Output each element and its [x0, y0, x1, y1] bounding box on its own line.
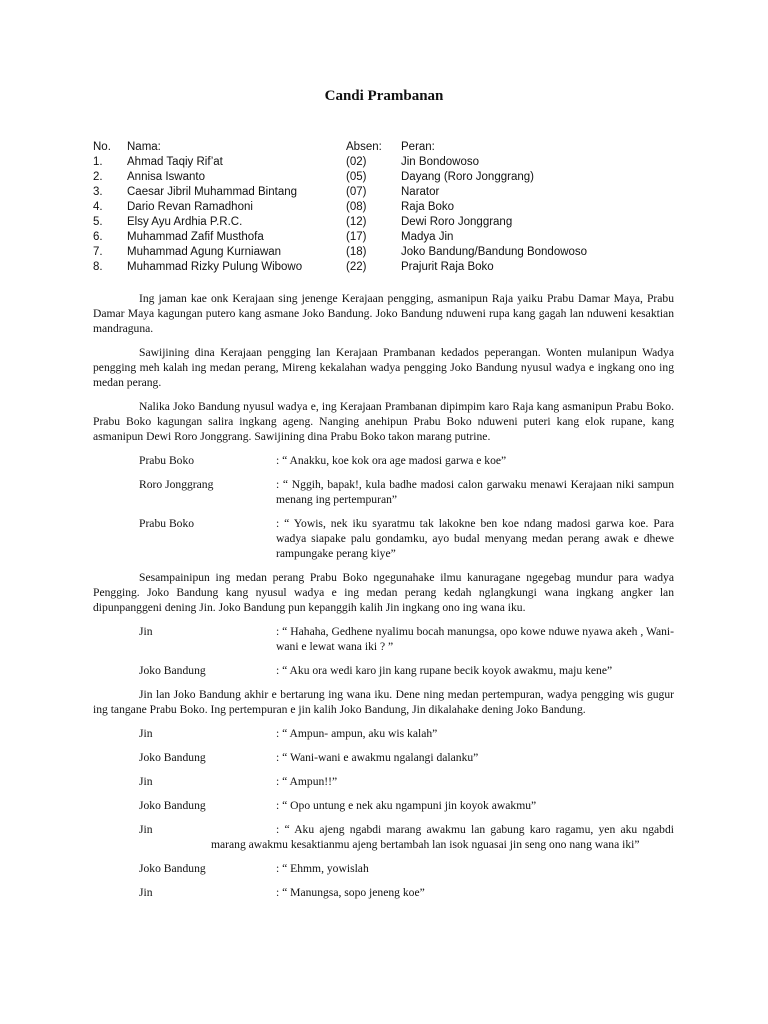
dialogue-text: : “ Anakku, koe kok ora age madosi garwa e koe”: [276, 454, 507, 467]
speaker-name: Joko Bandung: [139, 799, 206, 812]
dialogue-text: : “ Opo untung e nek aku ngampuni jin koyok awakmu”: [276, 799, 537, 812]
speaker-name: Joko Bandung: [139, 664, 206, 677]
member-absen: (02): [346, 156, 367, 168]
narration-paragraph: Sawijining dina Kerajaan pengging lan Kerajaan Prambanan kedados peperangan. Wonten mulanipun Wadya pengging meh kalah ing medan perang, Mireng kekalahan wadya pengging Joko Bandung nyusul wadya e ingkang ono ing medan perang.: [93, 346, 674, 389]
member-name: Annisa Iswanto: [127, 171, 205, 183]
speaker-name: Jin: [139, 886, 153, 899]
document-title: Candi Prambanan: [324, 88, 444, 104]
dialogue-text: : “ Wani-wani e awakmu ngalangi dalanku”: [276, 751, 479, 764]
row-number: 2.: [93, 171, 103, 183]
dialogue-line: [93, 663, 674, 678]
member-role: Raja Boko: [401, 201, 455, 213]
script-body: [93, 291, 674, 909]
dialogue-line: [93, 774, 674, 789]
dialogue-text: : “ Aku ajeng ngabdi marang awakmu lan gabung karo ragamu, yen aku ngabdi marang awakmu kesaktianmu ajeng bertambah lan isok nguasai jin seng ono nang wana iki”: [211, 823, 674, 851]
dialogue-line: [93, 453, 674, 468]
member-role: Jin Bondowoso: [401, 156, 479, 168]
member-name: Caesar Jibril Muhammad Bintang: [127, 186, 298, 198]
member-name: Muhammad Agung Kurniawan: [127, 246, 282, 258]
narration-paragraph: Nalika Joko Bandung nyusul wadya e, ing Kerajaan Prambanan dipimpim karo Raja kang asmanipun Prabu Boko. Prabu Boko kagungan salira ingkang ageng. Nanging anehipun Prabu Boko nduweni puteri kang elok rupane, kang asmanipun Dewi Roro Jonggrang. Sawijining dina Prabu Boko takon marang putrine.: [93, 400, 674, 443]
speaker-name: Jin: [139, 727, 153, 740]
speaker-name: Prabu Boko: [139, 454, 195, 467]
speaker-name: Jin: [139, 823, 153, 836]
row-number: 8.: [93, 261, 103, 273]
dialogue-line: [93, 726, 674, 741]
row-number: 4.: [93, 201, 103, 213]
member-role: Dewi Roro Jonggrang: [401, 216, 513, 228]
dialogue-line: [93, 861, 674, 876]
member-absen: (07): [346, 186, 367, 198]
dialogue-text: : “ Manungsa, sopo jeneng koe”: [276, 886, 425, 899]
narration-paragraph: Jin lan Joko Bandung akhir e bertarung ing wana iku. Dene ning medan pertempuran, wadya pengging wis gugur ing tangane Prabu Boko. Ing pertempuran e jin kalih Joko Bandung, Jin dikalahake dening Joko Bandung.: [93, 688, 674, 716]
member-name: Elsy Ayu Ardhia P.R.C.: [127, 216, 243, 228]
member-role: Narator: [401, 186, 440, 198]
dialogue-line: [93, 477, 674, 507]
member-absen: (08): [346, 201, 367, 213]
member-absen: (22): [346, 261, 367, 273]
speaker-name: Joko Bandung: [139, 862, 206, 875]
dialogue-line: [93, 822, 674, 852]
row-number: 1.: [93, 156, 103, 168]
dialogue-text: : “ Ampun!!”: [276, 775, 338, 788]
dialogue-text: : “ Aku ora wedi karo jin kang rupane becik koyok awakmu, maju kene”: [276, 664, 613, 677]
member-role: Dayang (Roro Jonggrang): [401, 171, 534, 183]
dialogue-text: : “ Ehmm, yowislah: [276, 862, 369, 875]
dialogue-line: [93, 624, 674, 654]
header-peran: Peran:: [401, 141, 435, 153]
speaker-name: Joko Bandung: [139, 751, 206, 764]
member-role: Madya Jin: [401, 231, 454, 243]
member-absen: (18): [346, 246, 367, 258]
member-name: Dario Revan Ramadhoni: [127, 201, 253, 213]
member-name: Muhammad Zafif Musthofa: [127, 231, 264, 243]
dialogue-text: : “ Nggih, bapak!, kula badhe madosi calon garwaku menawi Kerajaan niki sampun menang ing pertempuran”: [276, 478, 674, 506]
dialogue-text: : “ Hahaha, Gedhene nyalimu bocah manungsa, opo kowe nduwe nyawa akeh , Wani-wani e lewat wana iki ? ”: [276, 625, 674, 653]
dialogue-text: : “ Ampun- ampun, aku wis kalah”: [276, 727, 438, 740]
row-number: 6.: [93, 231, 103, 243]
speaker-name: Jin: [139, 625, 153, 638]
header-name: Nama:: [127, 141, 161, 153]
dialogue-text: : “ Yowis, nek iku syaratmu tak lakokne ben koe ndang madosi garwa koe. Para wadya siapake palu gondamku, ayo budal menyang medan perang awak e dhewe rampungake perang kiye”: [276, 517, 674, 560]
speaker-name: Roro Jonggrang: [139, 478, 214, 491]
row-number: 5.: [93, 216, 103, 228]
header-no: No.: [93, 141, 111, 153]
dialogue-line: [93, 516, 674, 561]
dialogue-line: [93, 798, 674, 813]
row-number: 7.: [93, 246, 103, 258]
member-absen: (17): [346, 231, 367, 243]
narration-paragraph: Ing jaman kae onk Kerajaan sing jenenge Kerajaan pengging, asmanipun Raja yaiku Prabu Damar Maya, Prabu Damar Maya kagungan putero kang asmane Joko Bandung. Joko Bandung nduweni rupa kang gagah lan nduweni kesaktian mandraguna.: [93, 292, 674, 335]
row-number: 3.: [93, 186, 103, 198]
narration-paragraph: Sesampainipun ing medan perang Prabu Boko ngegunahake ilmu kanuragane ngegebag mundur para wadya Pengging. Joko Bandung kang nyusul wadya e ing medan perang kedah nglangkungi wana ingkang angker lan dipunpanggeni dening Jin. Joko Bandung pun kepanggih kalih Jin ingkang ono ing wana iku.: [93, 571, 674, 614]
speaker-name: Jin: [139, 775, 153, 788]
member-name: Muhammad Rizky Pulung Wibowo: [127, 261, 303, 273]
dialogue-line: [93, 885, 674, 900]
dialogue-line: [93, 750, 674, 765]
header-absen: Absen:: [346, 141, 382, 153]
speaker-name: Prabu Boko: [139, 517, 195, 530]
member-absen: (12): [346, 216, 367, 228]
member-role: Prajurit Raja Boko: [401, 261, 494, 273]
member-absen: (05): [346, 171, 367, 183]
member-name: Ahmad Taqiy Rif’at: [127, 156, 223, 168]
member-role: Joko Bandung/Bandung Bondowoso: [401, 246, 588, 258]
